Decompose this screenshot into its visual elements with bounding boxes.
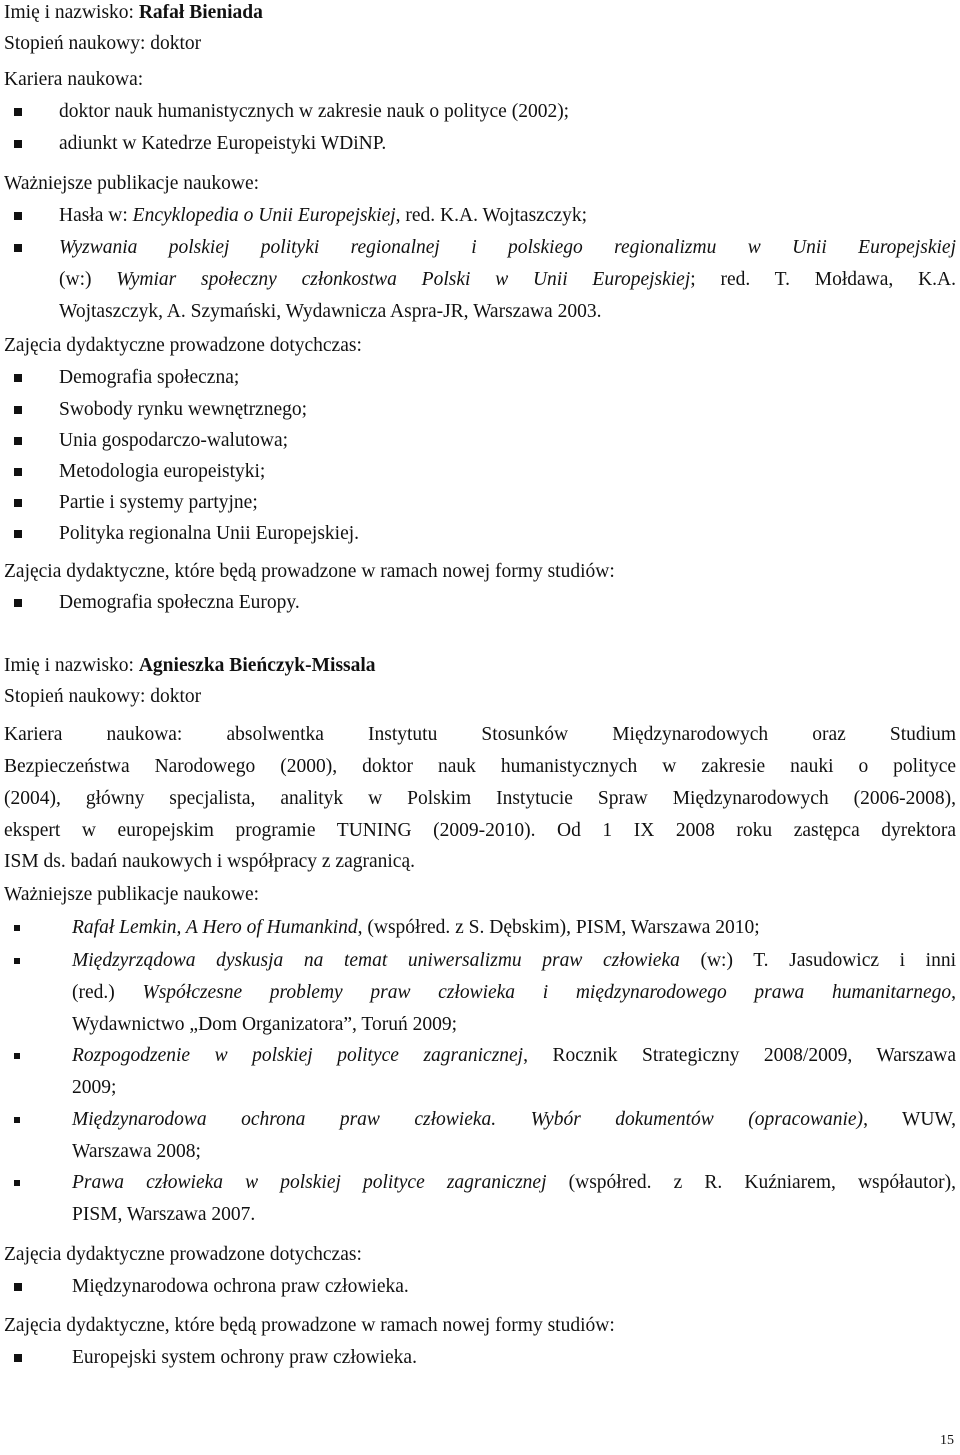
bullet-icon	[14, 499, 22, 507]
bullet-icon	[14, 530, 22, 538]
person2-career-line: (2004), główny specjalista, analityk w Polskim Instytucie Spraw Międzynarodowych (2006-2008),	[4, 788, 956, 809]
pub-text: (w:)	[59, 269, 117, 290]
bullet-icon	[14, 1053, 20, 1059]
person1-new-label: Zajęcia dydaktyczne, które będą prowadzone w ramach nowej formy studiów:	[4, 561, 615, 582]
pub-text: , red. K.A. Wojtaszczyk;	[395, 205, 588, 226]
person2-pub-line: PISM, Warszawa 2007.	[72, 1204, 256, 1225]
person1-pub-title-line: Wyzwania polskiej polityki regionalnej i polskiego regionalizmu w Unii Europejskiej	[59, 237, 956, 258]
pub-text: (w:) T. Jasudowicz i inni	[679, 950, 956, 971]
person2-pub-line: 2009;	[72, 1077, 117, 1098]
pub-text: , Rocznik Strategiczny 2008/2009, Warszawa	[523, 1045, 956, 1066]
person2-career-line: Bezpieczeństwa Narodowego (2000), doktor nauk humanistycznych w zakresie nauki o polityce	[4, 756, 956, 777]
name-label: Imię i nazwisko:	[4, 2, 139, 23]
pub-title: Prawa człowieka w polskiej polityce zagranicznej	[72, 1172, 547, 1193]
bullet-icon	[14, 212, 22, 220]
person1-class-item: Metodologia europeistyki;	[59, 461, 266, 482]
person1-career-item: adiunkt w Katedrze Europeistyki WDiNP.	[59, 133, 387, 154]
pub-title: Wymiar społeczny członkostwa Polski w Unii Europejskiej	[116, 269, 691, 290]
person2-degree: Stopień naukowy: doktor	[4, 686, 202, 707]
person1-new-item: Demografia społeczna Europy.	[59, 592, 300, 613]
bullet-icon	[14, 1354, 22, 1362]
person2-pub-line	[72, 1107, 956, 1133]
page-number: 15	[940, 1433, 954, 1448]
person1-class-item: Unia gospodarczo-walutowa;	[59, 430, 289, 451]
person2-career-line: ekspert w europejskim programie TUNING (2009-2010). Od 1 IX 2008 roku zastępca dyrektora	[4, 820, 956, 841]
pub-title: Współczesne problemy praw człowieka i międzynarodowego prawa humanitarnego	[142, 982, 952, 1003]
bullet-icon	[14, 140, 22, 148]
person1-name-line	[4, 0, 263, 26]
person2-career-line: Kariera naukowa: absolwentka Instytutu Stosunków Międzynarodowych oraz Studium	[4, 724, 956, 745]
bullet-icon	[14, 958, 20, 964]
name-label: Imię i nazwisko:	[4, 655, 139, 676]
person1-class-item: Polityka regionalna Unii Europejskiej.	[59, 523, 360, 544]
bullet-icon	[14, 108, 22, 116]
person2-new-label: Zajęcia dydaktyczne, które będą prowadzone w ramach nowej formy studiów:	[4, 1315, 615, 1336]
person1-class-item: Partie i systemy partyjne;	[59, 492, 258, 513]
person2-class-item: Międzynarodowa ochrona praw człowieka.	[72, 1276, 409, 1297]
person2-career-line: ISM ds. badań naukowych i współpracy z zagranicą.	[4, 851, 415, 872]
person1-pub-line	[59, 267, 956, 293]
person2-name: Agnieszka Bieńczyk-Missala	[138, 655, 376, 676]
person1-career-item: doktor nauk humanistycznych w zakresie nauk o polityce (2002);	[59, 101, 570, 122]
pub-text: Hasła w:	[59, 205, 133, 226]
bullet-icon	[14, 1180, 20, 1186]
pub-text: ,	[951, 982, 956, 1003]
person2-pub-line	[72, 980, 956, 1006]
person1-classes-label: Zajęcia dydaktyczne prowadzone dotychczas:	[4, 335, 362, 356]
person2-pub-line: Wydawnictwo „Dom Organizatora”, Toruń 2009;	[72, 1014, 458, 1035]
person1-degree: Stopień naukowy: doktor	[4, 33, 202, 54]
person1-class-item: Demografia społeczna;	[59, 367, 240, 388]
bullet-icon	[14, 374, 22, 382]
pub-text: (red.)	[72, 982, 143, 1003]
person2-pub-item	[72, 915, 760, 941]
pub-title: Międzynarodowa ochrona praw człowieka. Wybór dokumentów (opracowanie)	[72, 1109, 864, 1130]
person1-career-label: Kariera naukowa:	[4, 69, 144, 90]
pub-text: ; red. T. Mołdawa, K.A.	[690, 269, 956, 290]
person1-class-item: Swobody rynku wewnętrznego;	[59, 399, 308, 420]
person1-name: Rafał Bieniada	[138, 2, 263, 23]
person2-pubs-label: Ważniejsze publikacje naukowe:	[4, 884, 260, 905]
pub-title: Międzyrządowa dyskusja na temat uniwersalizmu praw człowieka	[72, 950, 680, 971]
person2-pub-line	[72, 1043, 956, 1069]
bullet-icon	[14, 468, 22, 476]
pub-text: , (współred. z S. Dębskim), PISM, Warszawa 2010;	[357, 917, 760, 938]
bullet-icon	[14, 1117, 20, 1123]
person2-pub-line: Warszawa 2008;	[72, 1141, 201, 1162]
pub-title: Rafał Lemkin, A Hero of Humankind	[72, 917, 358, 938]
person2-classes-label: Zajęcia dydaktyczne prowadzone dotychczas:	[4, 1244, 362, 1265]
pub-text: (współred. z R. Kuźniarem, współautor),	[546, 1172, 956, 1193]
bullet-icon	[14, 1283, 22, 1291]
bullet-icon	[14, 437, 22, 445]
person2-new-item: Europejski system ochrony praw człowieka.	[72, 1347, 417, 1368]
person2-name-line	[4, 653, 376, 679]
bullet-icon	[14, 406, 22, 414]
pub-title: Encyklopedia o Unii Europejskiej	[132, 205, 396, 226]
person1-pubs-label: Ważniejsze publikacje naukowe:	[4, 173, 260, 194]
person2-pub-line	[72, 1170, 956, 1196]
pub-text: , WUW,	[863, 1109, 957, 1130]
bullet-icon	[14, 244, 22, 252]
person1-pub-item	[59, 203, 587, 229]
bullet-icon	[14, 925, 20, 931]
person1-pub-line: Wojtaszczyk, A. Szymański, Wydawnicza Aspra-JR, Warszawa 2003.	[59, 301, 602, 322]
bullet-icon	[14, 599, 22, 607]
pub-title: Rozpogodzenie w polskiej polityce zagranicznej	[72, 1045, 524, 1066]
person2-pub-line	[72, 948, 956, 974]
